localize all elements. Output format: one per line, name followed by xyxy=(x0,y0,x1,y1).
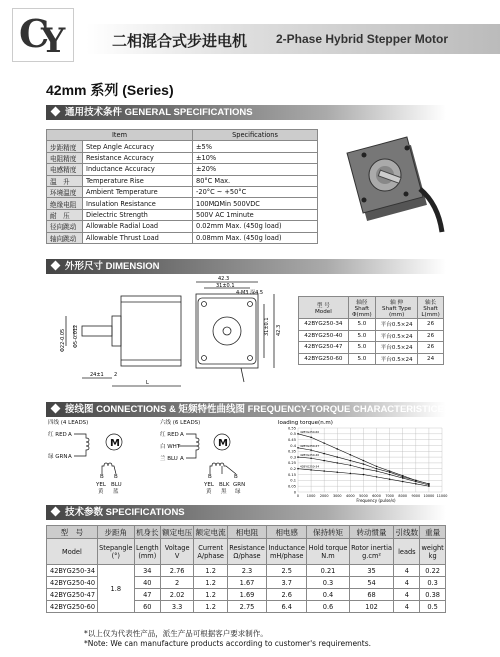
table-row xyxy=(299,330,444,342)
svg-text:绿: 绿 xyxy=(235,489,241,495)
four-leads-title: 四线 (4 LEADS) xyxy=(48,420,89,426)
x-tick-label: 5000 xyxy=(359,494,368,498)
y-tick-label: 0.25 xyxy=(287,461,296,466)
data-point xyxy=(297,433,299,435)
spec-value: 80°C Max. xyxy=(193,175,318,186)
svg-text:蓝: 蓝 xyxy=(113,489,119,495)
dim-shaft-length: 24±1 xyxy=(90,372,104,378)
table-cell: 2.3 xyxy=(227,565,266,577)
table-cell: 2.6 xyxy=(267,589,307,601)
table-row xyxy=(47,175,318,186)
data-point xyxy=(336,448,338,450)
spec-en: Temperature Rise xyxy=(83,175,193,186)
spec-cn: 电感精度 xyxy=(47,164,83,175)
x-tick-label: 3000 xyxy=(332,494,342,498)
dim-width-total: 42.3 xyxy=(218,276,230,282)
y-tick-label: 0.55 xyxy=(287,426,296,431)
data-point xyxy=(336,462,338,464)
table-cell: 60 xyxy=(134,601,160,613)
table-cell: 0.3 xyxy=(307,577,349,589)
table-row xyxy=(47,186,318,197)
data-point xyxy=(376,466,378,468)
table-cell: 1.2 xyxy=(194,577,228,589)
svg-text:黑: 黑 xyxy=(221,489,227,495)
table-row xyxy=(47,232,318,243)
table-cell: 1.2 xyxy=(194,589,228,601)
spec-value: ±5% xyxy=(193,141,318,152)
svg-text:A: A xyxy=(180,432,184,438)
header-spec: Specifications xyxy=(193,130,318,141)
header-cell: 型 号 xyxy=(47,526,98,539)
data-point xyxy=(376,476,378,478)
header-shaft-dia: 轴径 Shaft Φ(mm) xyxy=(348,297,375,319)
y-tick-label: 0.4 xyxy=(290,443,296,448)
table-cell: 42BYG250-34 xyxy=(47,565,98,577)
header-item: Item xyxy=(47,130,193,141)
data-point xyxy=(323,442,325,444)
table-cell: 0.4 xyxy=(307,589,349,601)
header-cell: 相电阻 xyxy=(227,526,266,539)
table-cell: 42BYG250-60 xyxy=(47,601,98,613)
section-specifications: 技术参数 SPECIFICATIONS xyxy=(46,505,446,520)
data-point xyxy=(336,456,338,458)
header-model: 型 号 Model xyxy=(299,297,349,319)
table-cell: 47 xyxy=(134,589,160,601)
svg-text:红 RED: 红 RED xyxy=(160,432,179,438)
title-chinese: 二相混合式步进电机 xyxy=(112,32,248,50)
table-cell: 3.3 xyxy=(160,601,194,613)
table-cell: 1.2 xyxy=(194,601,228,613)
y-tick-label: 0.05 xyxy=(287,484,296,489)
table-row xyxy=(47,198,318,209)
dim-shaft-diameter: Φ5-0.012 xyxy=(73,324,79,348)
header-cell: weight kg xyxy=(420,539,446,565)
data-point xyxy=(310,437,312,439)
logo-letter-c: C xyxy=(19,11,50,56)
table-cell: 35 xyxy=(349,565,394,577)
section-connections: 接线图 CONNECTIONS & 矩频特性曲线图 FREQUENCY-TORQUE CHARACTERISTICE xyxy=(46,402,446,417)
header-cell: Inductance mH/phase xyxy=(267,539,307,565)
table-cell: 5.0 xyxy=(348,319,375,331)
spec-value: 500V AC 1minute xyxy=(193,209,318,220)
table-cell: 34 xyxy=(134,565,160,577)
header-cell: Hold torque N.m xyxy=(307,539,349,565)
svg-text:YEL: YEL xyxy=(204,482,214,488)
header-cell: 额定电流 xyxy=(195,527,226,537)
lead-grn-b: GRN xyxy=(233,482,246,488)
table-cell: 24 xyxy=(418,353,444,365)
table-cell: 0.21 xyxy=(307,565,349,577)
table-cell: 0.22 xyxy=(420,565,446,577)
table-cell: 0.38 xyxy=(420,589,446,601)
data-point xyxy=(297,447,299,449)
data-point xyxy=(376,468,378,470)
svg-text:B: B xyxy=(114,474,118,480)
series-label: 42BYG250-47 xyxy=(300,443,320,448)
svg-text:B: B xyxy=(208,474,212,480)
data-point xyxy=(415,481,417,483)
header-cell: Rotor inertia g.cm² xyxy=(349,539,394,565)
table-cell: 42BYG250-47 xyxy=(299,342,349,354)
data-point xyxy=(297,468,299,470)
x-tick-label: 0 xyxy=(296,494,300,498)
data-point xyxy=(415,483,417,485)
data-point xyxy=(310,457,312,459)
data-point xyxy=(363,463,365,465)
table-cell: 5.0 xyxy=(348,330,375,342)
table-row xyxy=(47,152,318,163)
six-leads-title: 六线 (6 LEADS) xyxy=(160,420,201,426)
header-cell: 步距角 xyxy=(97,526,134,539)
x-tick-label: 4000 xyxy=(346,494,355,498)
table-cell: 1.69 xyxy=(227,589,266,601)
table-cell: 4 xyxy=(394,601,420,613)
spec-value: ±20% xyxy=(193,164,318,175)
svg-text:A: A xyxy=(68,432,72,438)
table-cell: 42BYG250-34 xyxy=(299,319,349,331)
y-tick-label: 0.15 xyxy=(287,472,296,477)
spec-cn: 绝缘电阻 xyxy=(47,198,83,209)
table-cell: 26 xyxy=(418,342,444,354)
diamond-icon xyxy=(51,507,61,517)
motor-symbol-6: M xyxy=(218,438,228,449)
spec-cn: 温 升 xyxy=(47,175,83,186)
table-row xyxy=(47,141,318,152)
spec-cn: 环境温度 xyxy=(47,186,83,197)
header-cell: Current A/phase xyxy=(194,539,228,565)
diamond-icon xyxy=(51,107,61,117)
header-cell: Model xyxy=(47,539,98,565)
header-cell: Resistance Ω/phase xyxy=(227,539,266,565)
table-cell: 4 xyxy=(394,589,420,601)
table-cell: 54 xyxy=(349,577,394,589)
series-label: 42BYG250-34 xyxy=(300,464,320,469)
data-point xyxy=(323,460,325,462)
spec-cn: 步距精度 xyxy=(47,141,83,152)
data-point xyxy=(376,470,378,472)
svg-text:黄: 黄 xyxy=(98,489,104,495)
cn-header-row xyxy=(47,526,446,539)
title-english: 2-Phase Hybrid Stepper Motor xyxy=(276,32,449,46)
header-cell: Voltage V xyxy=(160,539,194,565)
svg-text:B: B xyxy=(234,474,238,480)
lead-red: 红 RED xyxy=(48,432,67,438)
table-row xyxy=(299,353,444,365)
chart-title: loading torque(n.m) xyxy=(278,420,333,426)
spec-en: Insulation Resistance xyxy=(83,198,193,209)
table-cell: 26 xyxy=(418,330,444,342)
data-point xyxy=(350,460,352,462)
dim-boss-length: 2 xyxy=(114,372,118,378)
table-cell: 1.67 xyxy=(227,577,266,589)
table-cell: 2.76 xyxy=(160,565,194,577)
en-header-row xyxy=(47,539,446,565)
table-cell: 2.5 xyxy=(267,565,307,577)
svg-text:A: A xyxy=(68,454,72,460)
table-cell: 1.2 xyxy=(194,565,228,577)
table-cell: 42BYG250-40 xyxy=(47,577,98,589)
series-title: 42mm 系列 (Series) xyxy=(46,82,174,98)
lead-blu-a: 兰 BLU xyxy=(160,456,178,462)
x-tick-label: 8000 xyxy=(398,494,408,498)
x-tick-label: 10000 xyxy=(423,494,435,498)
table-cell: 2.75 xyxy=(227,601,266,613)
spec-value: 100MΩMin 500VDC xyxy=(193,198,318,209)
data-point xyxy=(350,454,352,456)
header-shaft-length: 轴长 Shaft L(mm) xyxy=(418,297,444,319)
spec-en: Inductance Accuracy xyxy=(83,164,193,175)
series-label: 42BYG250-40 xyxy=(300,453,320,458)
table-cell: 42BYG250-47 xyxy=(47,589,98,601)
logo-letter-y: Y xyxy=(41,21,66,61)
x-tick-label: 1000 xyxy=(306,494,316,498)
data-point xyxy=(350,473,352,475)
spec-en: Allowable Radial Load xyxy=(83,221,193,232)
data-point xyxy=(389,471,391,473)
frequency-torque-chart xyxy=(276,418,446,503)
svg-text:黄: 黄 xyxy=(206,489,212,495)
diamond-icon xyxy=(51,261,61,271)
header-cell: 重量 xyxy=(420,526,446,539)
svg-text:A: A xyxy=(180,456,184,462)
y-tick-label: 0.2 xyxy=(290,467,296,472)
lead-blu: BLU xyxy=(111,482,122,488)
table-cell: 4 xyxy=(394,565,420,577)
spec-cn: 电阻精度 xyxy=(47,152,83,163)
table-header-row xyxy=(47,130,318,141)
table-cell: 26 xyxy=(418,319,444,331)
table-row xyxy=(47,164,318,175)
table-cell: 0.3 xyxy=(420,577,446,589)
x-tick-label: 2000 xyxy=(319,494,329,498)
data-point xyxy=(350,464,352,466)
table-cell: 0.5 xyxy=(420,601,446,613)
data-point xyxy=(389,474,391,476)
page-header xyxy=(0,0,500,70)
header-cell: 引线数 xyxy=(395,527,419,537)
table-cell: 68 xyxy=(349,589,394,601)
table-cell: 平台0.5×24 xyxy=(376,319,418,331)
table-cell: 2 xyxy=(160,577,194,589)
x-tick-label: 7000 xyxy=(385,494,394,498)
company-logo xyxy=(12,8,74,62)
data-point xyxy=(323,470,325,472)
wiring-diagrams xyxy=(46,418,276,498)
y-tick-label: 0.5 xyxy=(290,432,296,437)
spec-en: Step Angle Accuracy xyxy=(83,141,193,152)
svg-text:B: B xyxy=(100,474,104,480)
table-cell: 6.4 xyxy=(267,601,307,613)
table-header-row xyxy=(299,297,444,319)
y-tick-label: 0 xyxy=(293,490,296,495)
table-cell: 平台0.5×24 xyxy=(376,342,418,354)
data-point xyxy=(402,481,404,483)
dim-side-spacing: 31±0.1 xyxy=(264,317,270,336)
shaft-table xyxy=(298,296,444,365)
dim-boss-diameter: Φ22-0.05 xyxy=(60,328,66,352)
table-cell: 42BYG250-40 xyxy=(299,330,349,342)
table-cell: 4 xyxy=(394,577,420,589)
header-cell: Length (mm) xyxy=(134,539,160,565)
table-cell: 平台0.5×24 xyxy=(376,330,418,342)
stepper-motor-image xyxy=(340,134,450,244)
data-point xyxy=(402,477,404,479)
spec-en: Resistance Accuracy xyxy=(83,152,193,163)
spec-cn: 耐 压 xyxy=(47,209,83,220)
header-cell: 保持转矩 xyxy=(307,526,349,539)
note-chinese: *以上仅为代表性产品，派生产品可根据客户要求制作。 xyxy=(84,629,268,638)
x-tick-label: 9000 xyxy=(411,494,421,498)
dimension-drawing xyxy=(46,274,302,394)
header-cell: 相电感 xyxy=(267,526,307,539)
x-tick-label: 6000 xyxy=(372,494,381,498)
spec-en: Dielectric Strength xyxy=(83,209,193,220)
lead-wht: 白 WHT xyxy=(160,444,181,450)
data-point xyxy=(363,460,365,462)
diamond-icon xyxy=(51,404,61,414)
table-cell: 42BYG250-60 xyxy=(299,353,349,365)
step-angle-cell: 1.8 xyxy=(97,565,134,613)
chart-xlabel: Frequency (pulse/s) xyxy=(356,498,396,503)
specifications-table xyxy=(46,525,446,613)
data-point xyxy=(310,449,312,451)
note-english: *Note: We can manufacture products according to customer's requirements. xyxy=(84,639,372,648)
table-row xyxy=(299,342,444,354)
dim-hole-spacing: 31±0.1 xyxy=(216,283,235,289)
spec-en: Ambient Temperature xyxy=(83,186,193,197)
table-cell: 5.0 xyxy=(348,342,375,354)
data-point xyxy=(323,453,325,455)
spec-cn: 轴向跳动 xyxy=(47,232,83,243)
data-point xyxy=(363,474,365,476)
header-cell: leads xyxy=(394,539,420,565)
spec-en: Allowable Thrust Load xyxy=(83,232,193,243)
header-cell: Stepangle (°) xyxy=(97,539,134,565)
y-tick-label: 0.35 xyxy=(287,449,296,454)
x-tick-label: 11000 xyxy=(436,494,448,498)
section-dimension: 外形尺寸 DIMENSION xyxy=(46,259,446,274)
y-tick-label: 0.3 xyxy=(290,455,296,460)
data-point xyxy=(310,469,312,471)
y-tick-label: 0.1 xyxy=(290,478,296,483)
series-label: 42BYG250-60 xyxy=(300,429,320,434)
dim-body-length: L xyxy=(146,380,149,386)
motor-symbol-4: M xyxy=(110,438,120,449)
table-cell: 102 xyxy=(349,601,394,613)
table-row xyxy=(47,209,318,220)
spec-value: -20°C ~ +50°C xyxy=(193,186,318,197)
spec-value: ±10% xyxy=(193,152,318,163)
data-point xyxy=(297,456,299,458)
table-cell: 平台0.5×24 xyxy=(376,353,418,365)
spec-value: 0.02mm Max. (450g load) xyxy=(193,221,318,232)
table-cell: 5.0 xyxy=(348,353,375,365)
spec-value: 0.08mm Max. (450g load) xyxy=(193,232,318,243)
header-shaft-type: 轴 伸 Shaft Type (mm) xyxy=(376,297,418,319)
data-point xyxy=(363,468,365,470)
spec-cn: 径向跳动 xyxy=(47,221,83,232)
general-specs-table xyxy=(46,129,318,244)
header-cell: 机身长 xyxy=(136,527,159,537)
table-row xyxy=(47,221,318,232)
lead-grn: 绿 GRN xyxy=(48,454,68,460)
dim-mount-holes: 4-M3 深4.5 xyxy=(236,290,264,296)
lead-yel: YEL xyxy=(96,482,106,488)
table-cell: 40 xyxy=(134,577,160,589)
dim-side-total: 42.3 xyxy=(276,324,282,336)
table-row xyxy=(299,319,444,331)
table-cell: 0.6 xyxy=(307,601,349,613)
data-point xyxy=(336,471,338,473)
y-tick-label: 0.45 xyxy=(287,437,296,442)
data-point xyxy=(428,485,430,487)
table-cell: 3.7 xyxy=(267,577,307,589)
lead-blk: BLK xyxy=(219,482,230,488)
section-general-specs: 通用技术条件 GENERAL SPECIFICATIONS xyxy=(46,105,446,120)
table-row xyxy=(47,565,446,577)
header-cell: 转动惯量 xyxy=(349,526,394,539)
header-cell: 额定电压 xyxy=(162,527,193,537)
table-cell: 2.02 xyxy=(160,589,194,601)
data-point xyxy=(389,478,391,480)
